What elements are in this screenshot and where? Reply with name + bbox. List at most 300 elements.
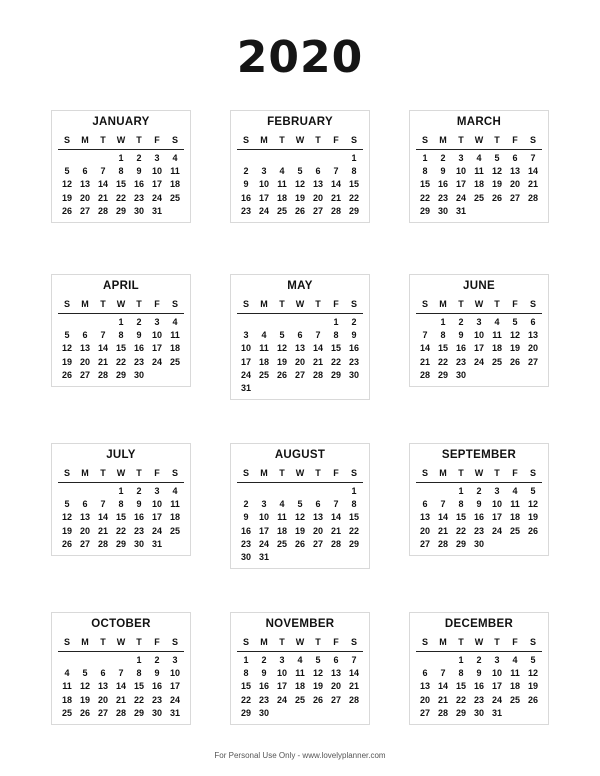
day-cell: 26 <box>61 205 72 216</box>
day-cell: 13 <box>509 166 520 177</box>
day-cell: 19 <box>527 512 538 523</box>
day-cell: 31 <box>258 552 269 563</box>
weekday-label: M <box>439 135 447 145</box>
week-row <box>237 680 363 693</box>
month-name: MARCH <box>456 116 502 128</box>
month-name: FEBRUARY <box>267 116 333 128</box>
month-december <box>409 612 549 725</box>
day-cell: 24 <box>455 192 466 203</box>
day-cell: 28 <box>527 192 538 203</box>
day-cell: 28 <box>312 369 323 380</box>
day-cell: 2 <box>243 499 249 510</box>
day-cell: 14 <box>97 512 108 523</box>
day-cell: 6 <box>82 330 88 341</box>
day-cell: 27 <box>79 538 90 549</box>
weekday-header <box>237 464 363 483</box>
day-cell: 17 <box>151 512 162 523</box>
weekday-label: T <box>458 468 464 478</box>
day-cell: 25 <box>473 192 484 203</box>
day-cell: 18 <box>169 512 180 523</box>
day-cell: 12 <box>294 179 305 190</box>
day-cell: 2 <box>476 655 482 665</box>
week-row <box>237 525 363 538</box>
month-march <box>409 110 549 223</box>
day-cell: 28 <box>97 205 108 216</box>
day-cell: 8 <box>351 166 357 177</box>
day-cell: 3 <box>494 655 500 665</box>
day-cell: 27 <box>294 369 305 380</box>
weekday-label: F <box>333 637 339 647</box>
day-cell: 20 <box>527 343 538 354</box>
day-cell: 7 <box>440 668 446 679</box>
day-cell: 9 <box>243 179 249 190</box>
week-row <box>416 178 542 191</box>
day-cell <box>58 485 76 498</box>
day-cell: 6 <box>422 499 428 510</box>
day-cell: 29 <box>330 369 341 380</box>
day-cell: 6 <box>82 166 88 177</box>
day-cell: 10 <box>473 330 484 341</box>
week-row <box>58 667 184 680</box>
day-cell: 20 <box>97 694 108 705</box>
weekday-label: F <box>154 637 160 647</box>
day-cell: 14 <box>437 512 448 523</box>
week-row <box>416 316 542 329</box>
day-cell <box>76 485 94 498</box>
day-cell: 29 <box>240 707 251 718</box>
weekday-header <box>58 633 184 652</box>
day-cell: 7 <box>440 499 446 510</box>
month-name: JANUARY <box>92 116 150 128</box>
day-cell: 19 <box>491 179 502 190</box>
week-row <box>416 498 542 511</box>
day-cell: 16 <box>240 192 251 203</box>
day-cell: 4 <box>512 655 518 665</box>
day-cell: 15 <box>115 179 126 190</box>
day-cell <box>273 707 291 720</box>
week-row <box>237 498 363 511</box>
day-cell: 9 <box>136 499 142 510</box>
day-cell: 19 <box>294 525 305 536</box>
day-cell: 19 <box>294 192 305 203</box>
weekday-label: M <box>260 299 268 309</box>
day-cell <box>237 316 255 329</box>
day-cell: 17 <box>473 343 484 354</box>
day-cell: 12 <box>79 681 90 692</box>
day-cell: 11 <box>474 166 484 177</box>
weekday-header <box>416 464 542 483</box>
day-cell: 4 <box>297 655 303 665</box>
day-cell: 20 <box>509 179 520 190</box>
day-cell: 1 <box>243 655 249 665</box>
day-cell: 14 <box>437 681 448 692</box>
week-row <box>416 485 542 498</box>
week-row <box>416 192 542 205</box>
day-cell <box>309 485 327 498</box>
week-row <box>416 707 542 720</box>
weekday-label: S <box>171 468 178 478</box>
day-cell: 26 <box>491 192 502 203</box>
day-cell <box>255 316 273 329</box>
weekday-label: T <box>136 468 142 478</box>
week-row <box>416 152 542 165</box>
day-cell: 23 <box>473 525 484 536</box>
day-cell: 14 <box>348 668 359 679</box>
weekday-label: W <box>295 299 305 309</box>
day-cell: 18 <box>61 694 72 705</box>
day-cell <box>416 654 434 667</box>
weekday-label: S <box>63 637 70 647</box>
day-cell: 28 <box>97 369 108 380</box>
day-cell: 15 <box>330 343 341 354</box>
day-cell: 12 <box>61 179 72 190</box>
day-cell: 27 <box>97 707 108 718</box>
day-cell: 16 <box>258 681 269 692</box>
day-cell: 3 <box>458 153 464 163</box>
day-cell <box>291 485 309 498</box>
day-cell: 18 <box>473 179 484 190</box>
weekday-label: T <box>136 637 142 647</box>
footer-text: For Personal Use Only - www.lovelyplanner.com <box>214 751 386 760</box>
day-cell <box>434 654 452 667</box>
day-cell: 8 <box>136 668 142 679</box>
day-cell <box>237 485 255 498</box>
day-cell: 11 <box>259 343 269 354</box>
weekday-label: S <box>529 135 536 145</box>
day-cell <box>166 205 184 218</box>
weekday-header <box>237 633 363 652</box>
day-cell: 23 <box>473 694 484 705</box>
week-row <box>416 205 542 218</box>
day-cell: 10 <box>258 179 269 190</box>
day-cell: 2 <box>136 317 142 327</box>
day-cell: 22 <box>455 525 466 536</box>
day-cell: 4 <box>172 486 178 496</box>
day-cell: 6 <box>512 153 518 163</box>
day-cell: 12 <box>61 343 72 354</box>
day-cell <box>291 551 309 564</box>
day-cell: 7 <box>315 330 321 341</box>
day-cell: 16 <box>240 525 251 536</box>
day-cell: 18 <box>491 343 502 354</box>
week-row <box>58 205 184 218</box>
weekday-label: T <box>100 299 106 309</box>
day-cell: 17 <box>169 681 180 692</box>
day-cell: 30 <box>455 369 466 380</box>
weekday-label: W <box>474 637 484 647</box>
month-name: JUNE <box>463 280 495 292</box>
day-cell <box>58 654 76 667</box>
day-cell: 6 <box>333 655 339 665</box>
day-cell: 13 <box>312 179 323 190</box>
weekday-label: W <box>474 299 484 309</box>
weekday-label: F <box>512 468 518 478</box>
day-cell: 19 <box>312 681 323 692</box>
day-cell: 20 <box>79 356 90 367</box>
month-name: MAY <box>287 280 313 292</box>
day-cell: 18 <box>258 356 269 367</box>
weekday-header <box>58 295 184 314</box>
weekday-label: T <box>458 637 464 647</box>
day-cell: 19 <box>61 525 72 536</box>
week-row <box>58 152 184 165</box>
day-cell: 11 <box>277 512 287 523</box>
day-cell: 28 <box>437 707 448 718</box>
day-cell: 30 <box>133 369 144 380</box>
day-cell: 18 <box>276 192 287 203</box>
day-cell: 17 <box>258 525 269 536</box>
week-row <box>237 551 363 564</box>
weekday-label: F <box>333 299 339 309</box>
day-cell: 14 <box>312 343 323 354</box>
day-cell: 29 <box>348 205 359 216</box>
day-cell: 24 <box>151 525 162 536</box>
day-cell: 5 <box>64 499 70 510</box>
day-cell: 12 <box>527 499 538 510</box>
day-cell: 17 <box>491 681 502 692</box>
day-cell: 23 <box>437 192 448 203</box>
day-cell: 7 <box>333 166 339 177</box>
weekday-header <box>237 295 363 314</box>
day-cell: 21 <box>330 192 341 203</box>
day-cell: 2 <box>351 317 357 327</box>
day-cell: 30 <box>240 552 251 563</box>
day-cell: 10 <box>276 668 287 679</box>
weekday-label: F <box>333 468 339 478</box>
day-cell: 3 <box>154 153 160 163</box>
weekday-label: M <box>439 468 447 478</box>
day-cell: 31 <box>240 383 251 394</box>
day-cell: 23 <box>133 356 144 367</box>
weekday-label: S <box>242 637 249 647</box>
day-cell: 5 <box>64 166 70 177</box>
day-cell: 15 <box>348 512 359 523</box>
day-cell: 17 <box>258 192 269 203</box>
day-cell <box>255 382 273 395</box>
day-cell: 22 <box>330 356 341 367</box>
day-cell: 19 <box>527 681 538 692</box>
day-cell: 29 <box>133 707 144 718</box>
day-cell: 26 <box>312 694 323 705</box>
week-row <box>416 538 542 551</box>
day-cell: 28 <box>437 538 448 549</box>
day-cell: 1 <box>458 655 464 665</box>
weekday-label: W <box>295 468 305 478</box>
day-cell: 26 <box>61 538 72 549</box>
day-cell: 10 <box>491 499 502 510</box>
day-cell: 23 <box>258 694 269 705</box>
day-cell: 24 <box>151 356 162 367</box>
day-cell: 8 <box>458 499 464 510</box>
week-row <box>237 316 363 329</box>
day-cell: 12 <box>312 668 323 679</box>
day-cell: 20 <box>312 525 323 536</box>
day-cell <box>345 551 363 564</box>
day-cell: 21 <box>437 694 448 705</box>
day-cell: 19 <box>276 356 287 367</box>
day-cell: 15 <box>348 179 359 190</box>
day-cell: 12 <box>509 330 520 341</box>
day-cell: 17 <box>276 681 287 692</box>
week-row <box>58 485 184 498</box>
week-row <box>416 694 542 707</box>
day-cell: 4 <box>279 166 285 177</box>
day-cell: 11 <box>277 179 287 190</box>
day-cell: 2 <box>476 486 482 496</box>
day-cell: 11 <box>510 499 520 510</box>
day-cell <box>166 369 184 382</box>
day-cell: 15 <box>455 681 466 692</box>
day-cell: 20 <box>79 192 90 203</box>
day-cell: 8 <box>243 668 249 679</box>
weekday-label: S <box>63 299 70 309</box>
day-cell: 22 <box>115 192 126 203</box>
day-cell: 1 <box>333 317 339 327</box>
day-cell: 3 <box>243 330 249 341</box>
day-cell <box>506 538 524 551</box>
day-cell: 14 <box>527 166 538 177</box>
week-row <box>237 369 363 382</box>
day-cell: 3 <box>154 317 160 327</box>
week-row <box>416 342 542 355</box>
weekday-label: S <box>421 468 428 478</box>
day-cell <box>416 485 434 498</box>
day-cell: 13 <box>419 512 430 523</box>
weekday-label: T <box>279 468 285 478</box>
day-cell: 19 <box>61 356 72 367</box>
day-cell: 15 <box>115 512 126 523</box>
day-cell: 27 <box>312 205 323 216</box>
weekday-label: W <box>116 135 126 145</box>
day-cell: 18 <box>169 343 180 354</box>
day-cell: 5 <box>279 330 285 341</box>
weekday-label: T <box>494 135 500 145</box>
day-cell: 24 <box>169 694 180 705</box>
day-cell: 25 <box>509 694 520 705</box>
day-cell: 1 <box>118 153 124 163</box>
month-september <box>409 443 549 556</box>
day-cell: 5 <box>82 668 88 679</box>
day-cell <box>58 152 76 165</box>
day-cell: 2 <box>136 486 142 496</box>
day-cell: 25 <box>169 356 180 367</box>
day-cell: 31 <box>491 707 502 718</box>
day-cell: 22 <box>115 356 126 367</box>
day-cell <box>327 707 345 720</box>
day-cell: 5 <box>315 655 321 665</box>
day-cell: 22 <box>348 192 359 203</box>
day-cell: 6 <box>100 668 106 679</box>
day-cell: 24 <box>258 205 269 216</box>
weekday-label: S <box>171 299 178 309</box>
month-name: SEPTEMBER <box>441 449 517 461</box>
day-cell: 11 <box>170 499 180 510</box>
weekday-label: T <box>494 299 500 309</box>
weekday-label: T <box>494 637 500 647</box>
day-cell: 16 <box>437 179 448 190</box>
day-cell: 11 <box>492 330 502 341</box>
day-cell <box>94 654 112 667</box>
day-cell: 25 <box>491 356 502 367</box>
day-cell: 8 <box>118 499 124 510</box>
day-cell: 10 <box>455 166 466 177</box>
day-cell: 24 <box>276 694 287 705</box>
day-cell: 31 <box>151 538 162 549</box>
weekday-label: T <box>315 468 321 478</box>
day-cell: 7 <box>351 655 357 665</box>
day-cell: 8 <box>440 330 446 341</box>
day-cell: 29 <box>455 538 466 549</box>
day-cell <box>291 152 309 165</box>
week-row <box>58 654 184 667</box>
week-row <box>237 205 363 218</box>
weekday-label: W <box>116 299 126 309</box>
week-row <box>58 342 184 355</box>
day-cell: 19 <box>509 343 520 354</box>
day-cell: 16 <box>133 512 144 523</box>
day-cell: 5 <box>530 655 536 665</box>
day-cell: 25 <box>258 369 269 380</box>
day-cell: 27 <box>312 538 323 549</box>
day-cell: 8 <box>118 330 124 341</box>
month-name: APRIL <box>103 280 139 292</box>
week-row <box>237 342 363 355</box>
week-row <box>237 165 363 178</box>
weekday-label: F <box>333 135 339 145</box>
weekday-label: S <box>242 135 249 145</box>
day-cell <box>291 316 309 329</box>
day-cell: 24 <box>473 356 484 367</box>
day-cell <box>506 205 524 218</box>
day-cell: 9 <box>154 668 160 679</box>
day-cell: 7 <box>100 330 106 341</box>
day-cell: 25 <box>276 205 287 216</box>
month-november <box>230 612 370 725</box>
day-cell <box>506 369 524 382</box>
day-cell: 9 <box>136 166 142 177</box>
weekday-label: S <box>350 135 357 145</box>
weekday-label: S <box>242 468 249 478</box>
day-cell <box>345 382 363 395</box>
week-row <box>58 525 184 538</box>
day-cell: 1 <box>136 655 142 665</box>
day-cell: 9 <box>243 512 249 523</box>
day-cell: 9 <box>476 668 482 679</box>
day-cell: 27 <box>419 538 430 549</box>
day-cell: 8 <box>333 330 339 341</box>
day-cell: 14 <box>115 681 126 692</box>
day-cell: 28 <box>419 369 430 380</box>
day-cell <box>309 707 327 720</box>
day-cell: 11 <box>170 166 180 177</box>
day-cell <box>524 707 542 720</box>
weekday-label: W <box>474 135 484 145</box>
day-cell: 3 <box>261 499 267 510</box>
day-cell: 3 <box>154 486 160 496</box>
day-cell: 3 <box>172 655 178 665</box>
week-row <box>237 178 363 191</box>
day-cell: 1 <box>440 317 446 327</box>
week-row <box>237 511 363 524</box>
weekday-label: M <box>260 135 268 145</box>
week-row <box>416 369 542 382</box>
day-cell: 16 <box>455 343 466 354</box>
weekday-label: T <box>279 135 285 145</box>
weekday-label: S <box>242 299 249 309</box>
day-cell: 10 <box>240 343 251 354</box>
day-cell: 9 <box>136 330 142 341</box>
week-row <box>237 152 363 165</box>
